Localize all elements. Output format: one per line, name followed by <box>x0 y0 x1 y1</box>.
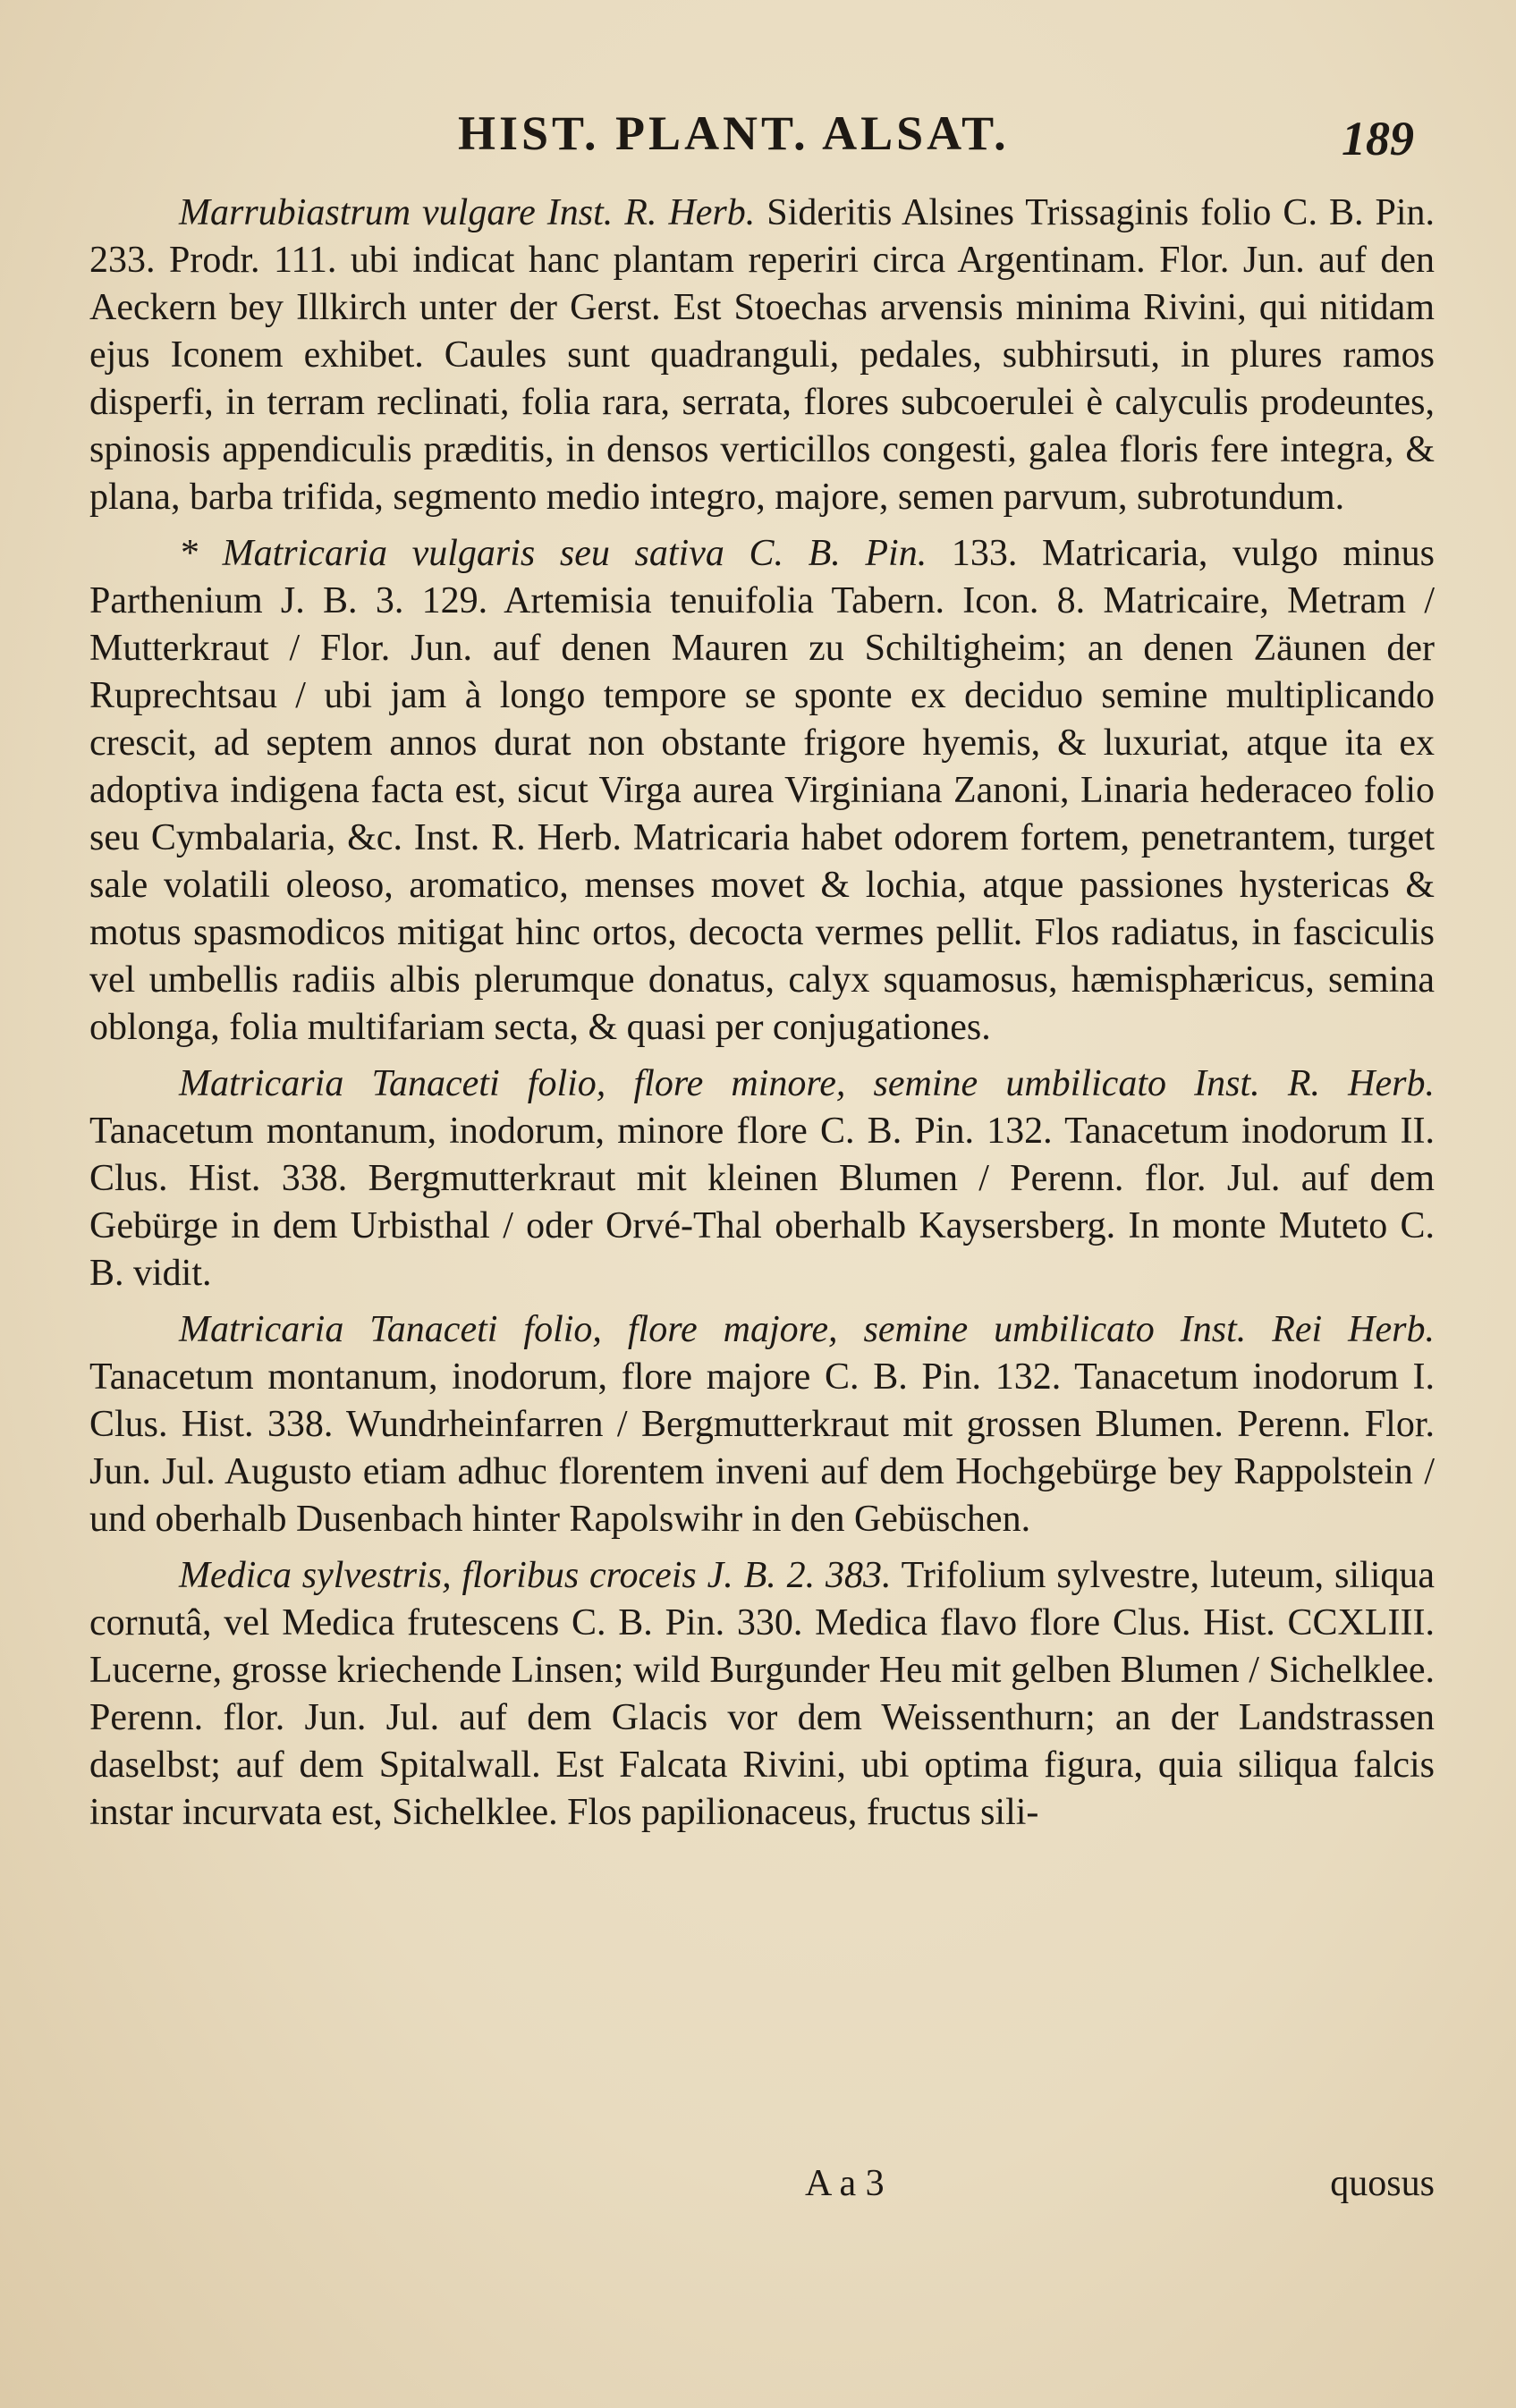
entry-matricaria-vulgaris <box>89 530 1435 1052</box>
catchword: quosus <box>1330 2163 1435 2204</box>
page-footer <box>89 2162 1435 2216</box>
entry-medica-sylvestris <box>89 1552 1435 1837</box>
signature-mark: A a 3 <box>805 2163 885 2204</box>
entry-heading: Matricaria Tanaceti folio, flore majore, semine umbilicato Inst. Rei Herb. <box>179 1309 1435 1350</box>
entry-text: Tanacetum montanum, inodorum, flore majore C. B. Pin. 132. Tanacetum inodorum I. Clus. Hist. 338. Wundrheinfarren / Bergmutterkraut mit grossen Blumen. Perenn. Flor. Jun. Jul. Augusto etiam adhuc florentem inveni auf dem Hochgebürge bey Rappolstein / und oberhalb Dusenbach hinter Rapolswihr in den Gebüschen. <box>89 1356 1435 1540</box>
entry-text: 133. Matricaria, vulgo minus Parthenium J. B. 3. 129. Artemisia tenuifolia Tabern. Icon. 8. Matricaire, Metram / Mutterkraut / Flor. Jun. auf denen Mauren zu Schiltigheim; an denen Zäunen der Ruprechtsau / ubi jam à longo tempore se sponte ex deciduo semine multiplicando crescit, ad septem annos durat non obstante frigore hyemis, & luxuriat, atque ita ex adoptiva indigena facta est, sicut Virga aurea Virginiana Zanoni, Linaria hederaceo folio seu Cymbalaria, &c. Inst. R. Herb. Matricaria habet odorem fortem, penetrantem, turget sale volatili oleoso, aromatico, menses movet & lochia, atque passiones hystericas & motus spasmodicos mitigat hinc ortos, decocta vermes pellit. Flos radiatus, in fasciculis vel umbellis radiis albis plerumque donatus, calyx squamosus, hæmisphæricus, semina oblonga, folia multifariam secta, & quasi per conjugationes. <box>89 533 1436 1048</box>
running-title: HIST. PLANT. ALSAT. <box>458 106 1010 160</box>
entry-text: Trifolium sylvestre, luteum, siliqua cornutâ, vel Medica frutescens C. B. Pin. 330. Medica flavo flore Clus. Hist. CCXLIII. Lucerne, grosse kriechende Linsen; wild Burgunder Heu mit gelben Blumen / Sichelklee. Perenn. flor. Jun. Jul. auf dem Glacis vor dem Weissenthurn; an der Landstrassen daselbst; auf dem Spitalwall. Est Falcata Rivini, ubi optima figura, quia siliqua falcis instar incurvata est, Sichelklee. Flos papilionaceus, fructus sili- <box>89 1555 1436 1833</box>
entry-matricaria-majore <box>89 1306 1435 1543</box>
entry-text: Sideritis Alsines Trissaginis folio C. B. Pin. 233. Prodr. 111. ubi indicat hanc plantam reperiri circa Argentinam. Flor. Jun. auf den Aeckern bey Illkirch unter der Gerst. Est Stoechas arvensis minima Rivini, qui nitidam ejus Iconem exhibet. Caules sunt quadranguli, pedales, subhirsuti, in plures ramos disperfi, in terram reclinati, folia rara, serrata, flores subcoerulei è calyculis prodeuntes, spinosis appendiculis præditis, in densos verticillos congesti, galea floris fere integra, & plana, barba trifida, segmento medio integro, majore, semen parvum, subrotundum. <box>89 192 1435 518</box>
entry-heading: Medica sylvestris, floribus croceis J. B. 2. 383. <box>179 1555 892 1596</box>
page-body <box>89 190 1435 1846</box>
entry-text: Tanacetum montanum, inodorum, minore flore C. B. Pin. 132. Tanacetum inodorum II. Clus. Hist. 338. Bergmutterkraut mit kleinen Blumen / Perenn. flor. Jul. auf dem Gebürge in dem Urbisthal / oder Orvé-Thal oberhalb Kaysersberg. In monte Muteto C. B. vidit. <box>89 1111 1435 1294</box>
page-number: 189 <box>1342 112 1414 165</box>
entry-heading: * Matricaria vulgaris seu sativa C. B. Pin. <box>179 533 927 574</box>
entry-heading: Marrubiastrum vulgare Inst. R. Herb. <box>179 192 756 233</box>
entry-heading: Matricaria Tanaceti folio, flore minore, semine umbilicato Inst. R. Herb. <box>179 1063 1435 1104</box>
entry-marrubiastrum <box>89 190 1435 521</box>
entry-matricaria-minore <box>89 1060 1435 1297</box>
